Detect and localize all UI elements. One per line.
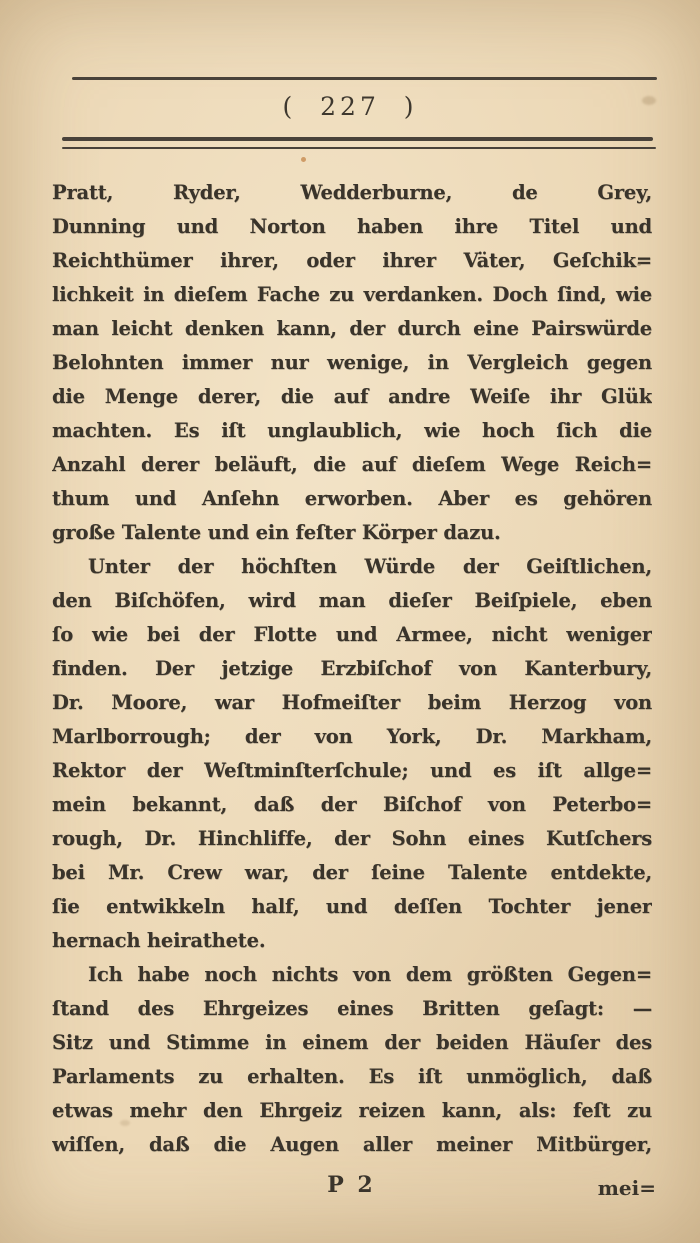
text-line: man leicht denken kann, der durch eine Pairswürde	[52, 317, 652, 340]
text-line: rough, Dr. Hinchliffe, der Sohn eines Kutſchers	[52, 827, 652, 850]
text-line: Marlborrough; der von York, Dr. Markham,	[52, 725, 652, 748]
paper-speck	[637, 262, 641, 266]
header-rule-thin	[62, 147, 656, 149]
paper-speck	[120, 1120, 130, 1126]
catchword: mei=	[597, 1176, 656, 1200]
text-line: die Menge derer, die auf andre Weiſe ihr Glük	[52, 385, 652, 408]
paper-speck	[301, 157, 306, 162]
text-line: Rektor der Weſtminſterſchule; und es iſt allge=	[52, 759, 652, 782]
text-line: den Biſchöfen, wird man dieſer Beiſpiele, eben	[52, 589, 652, 612]
text-line: Pratt, Ryder, Wedderburne, de Grey,	[52, 181, 652, 204]
text-line: Ich habe noch nichts von dem größten Gegen=	[88, 963, 652, 986]
text-line: große Talente und ein feſter Körper dazu.	[52, 521, 501, 544]
text-line: Parlaments zu erhalten. Es iſt unmöglich, daß	[52, 1065, 652, 1088]
text-line: Dr. Moore, war Hofmeiſter beim Herzog von	[52, 691, 652, 714]
header-rule-top	[72, 77, 657, 80]
text-line: Unter der höchſten Würde der Geiſtlichen,	[88, 555, 652, 578]
text-line: Sitz und Stimme in einem der beiden Häuſer des	[52, 1031, 652, 1054]
text-line: wiſſen, daß die Augen aller meiner Mitbürger,	[52, 1133, 652, 1156]
page-number: ( 227 )	[282, 92, 418, 121]
paper-speck	[642, 96, 656, 105]
signature-mark: P 2	[327, 1172, 373, 1198]
text-line: ſie entwikkeln half, und deſſen Tochter jener	[52, 895, 652, 918]
text-line: Reichthümer ihrer, oder ihrer Väter, Geſchik=	[52, 249, 652, 272]
text-line: bei Mr. Crew war, der ſeine Talente entdekte,	[52, 861, 652, 884]
text-line: finden. Der jetzige Erzbiſchof von Kanterbury,	[52, 657, 652, 680]
text-line: ſo wie bei der Flotte und Armee, nicht weniger	[52, 623, 652, 646]
text-line: lichkeit in dieſem Fache zu verdanken. Doch ſind, wie	[52, 283, 652, 306]
header-rule-thick	[62, 137, 653, 141]
text-line: hernach heirathete.	[52, 929, 266, 952]
text-line: thum und Anſehn erworben. Aber es gehören	[52, 487, 652, 510]
text-line: mein bekannt, daß der Biſchof von Peterbo=	[52, 793, 652, 816]
text-line: Dunning und Norton haben ihre Titel und	[52, 215, 652, 238]
text-line: etwas mehr den Ehrgeiz reizen kann, als: feſt zu	[52, 1099, 652, 1122]
text-line: ſtand des Ehrgeizes eines Britten geſagt: —	[52, 997, 652, 1020]
body-text-block	[52, 176, 652, 1162]
text-line: Belohnten immer nur wenige, in Vergleich gegen	[52, 351, 652, 374]
text-line: Anzahl derer beläuft, die auf dieſem Wege Reich=	[52, 453, 652, 476]
text-line: machten. Es iſt unglaublich, wie hoch ſich die	[52, 419, 652, 442]
